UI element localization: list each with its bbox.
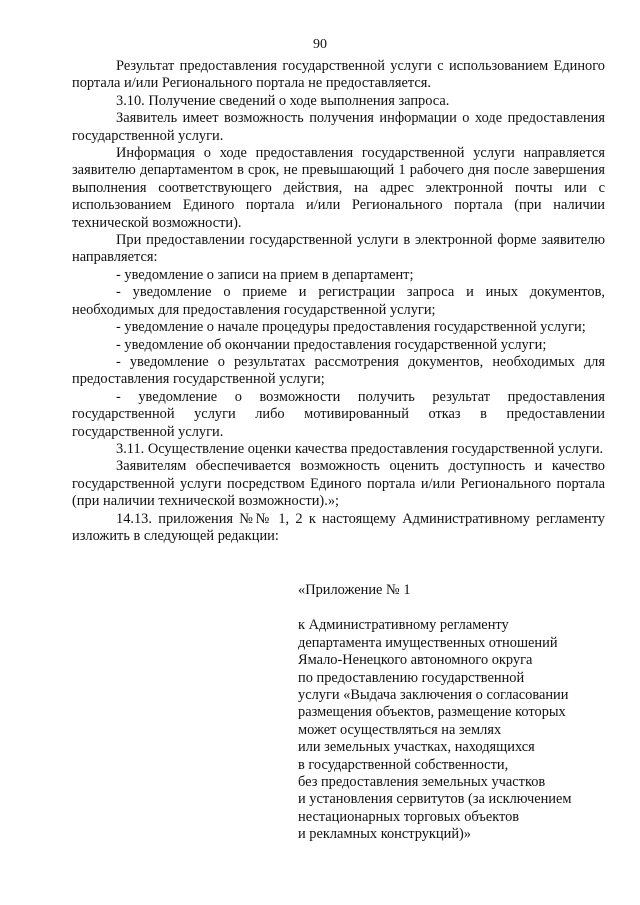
- section-heading: 3.11. Осуществление оценки качества предоставления государственной услуги.: [116, 440, 604, 457]
- appendix-line: к Административному регламенту: [298, 617, 509, 634]
- appendix-line: или земельных участках, находящихся: [298, 739, 535, 756]
- paragraph: Заявителям обеспечивается возможность оценить доступность и качество государственной услуги посредством Единого портала и/или Регионального портала (при наличии технической возможности).»;: [72, 458, 605, 510]
- paragraph: Заявитель имеет возможность получения информации о ходе предоставления государственной услуги.: [72, 110, 605, 144]
- paragraph: 14.13. приложения №№ 1, 2 к настоящему Административному регламенту изложить в следующей редакции:: [72, 510, 605, 544]
- list-item: - уведомление о начале процедуры предоставления государственной услуги;: [116, 319, 586, 336]
- appendix-header: [298, 582, 608, 844]
- document-body: [72, 58, 605, 545]
- appendix-line: нестационарных торговых объектов: [298, 808, 520, 825]
- appendix-title: «Приложение № 1: [298, 582, 411, 598]
- appendix-line: услуги «Выдача заключения о согласовании: [298, 687, 569, 704]
- appendix-line: департамента имущественных отношений: [298, 634, 558, 651]
- appendix-line: в государственной собственности,: [298, 756, 509, 773]
- appendix-line: и рекламных конструкций)»: [298, 826, 472, 843]
- paragraph: Результат предоставления государственной услуги с использованием Единого портала и/или Регионального портала не предоставляется.: [72, 58, 605, 92]
- list-item: - уведомление о результатах рассмотрения документов, необходимых для предоставления государственной услуги;: [72, 353, 605, 388]
- paragraph: При предоставлении государственной услуги в электронной форме заявителю направляется:: [72, 232, 605, 266]
- list-item: - уведомление об окончании предоставления государственной услуги;: [116, 336, 547, 353]
- appendix-line: по предоставлению государственной: [298, 669, 525, 686]
- paragraph: Информация о ходе предоставления государственной услуги направляется заявителю департаментом в срок, не превышающий 1 рабочего дня после завершения выполнения соответствующего действия, на адрес электронной почты или с использованием Единого портала и/или Регионального портала (при наличии технической возможности).: [72, 145, 605, 231]
- appendix-line: размещения объектов, размещение которых: [298, 704, 566, 721]
- section-heading: 3.10. Получение сведений о ходе выполнения запроса.: [116, 92, 450, 109]
- appendix-line: Ямало-Ненецкого автономного округа: [298, 652, 533, 669]
- list-item: - уведомление о записи на прием в департамент;: [116, 266, 414, 283]
- appendix-line: без предоставления земельных участков: [298, 774, 546, 791]
- list-item: - уведомление о возможности получить результат предоставления государственной услуги либо мотивированный отказ в предоставлении государственной услуги.: [72, 388, 605, 440]
- appendix-line: и установления сервитутов (за исключением: [298, 791, 572, 808]
- appendix-line: может осуществляться на землях: [298, 721, 502, 738]
- page-number: 90: [313, 37, 327, 52]
- list-item: - уведомление о приеме и регистрации запроса и иных документов, необходимых для предоставления государственной услуги;: [72, 284, 605, 318]
